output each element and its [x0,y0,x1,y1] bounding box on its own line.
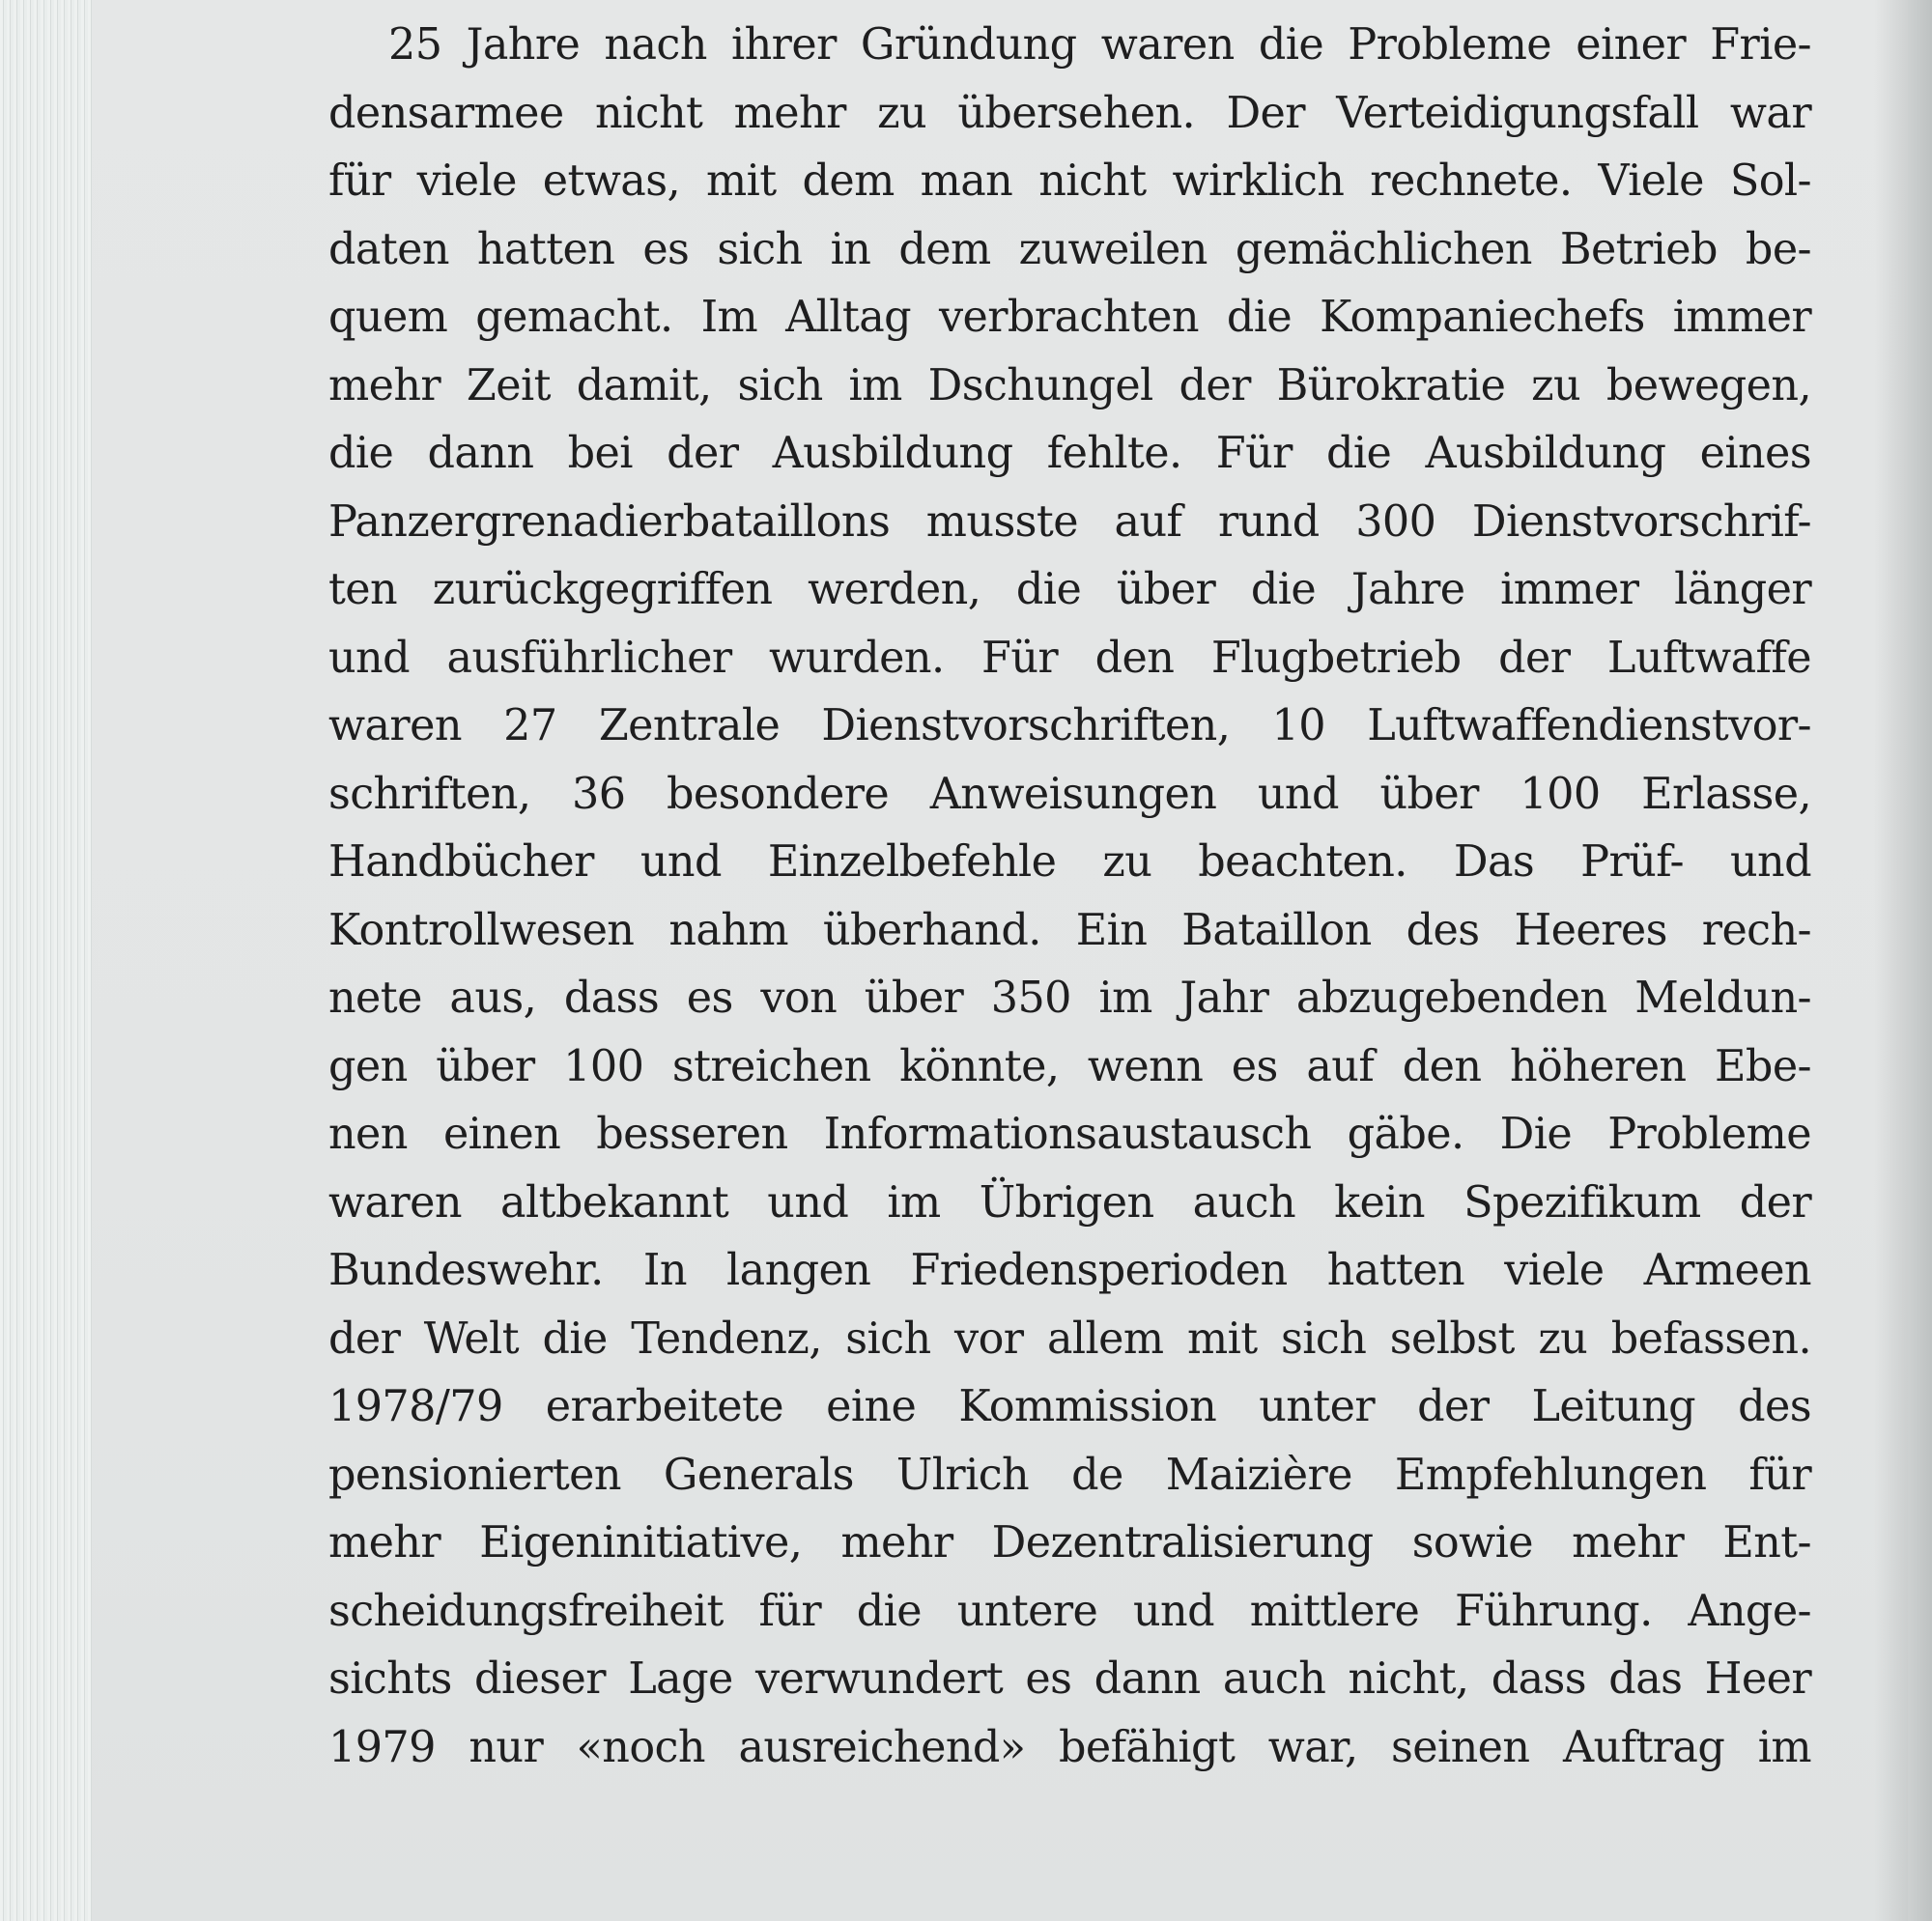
text-line: Panzergrenadierbataillons musste auf rund 300 Dienstvorschrif- [328,496,1811,547]
text-line: waren 27 Zentrale Dienstvorschriften, 10 Luftwaffendienstvor- [328,701,1811,750]
text-line: nen einen besseren Informationsaustausch gäbe. Die Probleme [328,1110,1811,1159]
text-line: für viele etwas, mit dem man nicht wirklich rechnete. Viele Sol- [328,156,1811,206]
text-line: mehr Zeit damit, sich im Dschungel der Bürokratie zu bewegen, [328,360,1811,410]
text-line: mehr Eigeninitiative, mehr Dezentralisierung sowie mehr Ent- [328,1518,1811,1568]
text-line: densarmee nicht mehr zu übersehen. Der Verteidigungsfall war [328,88,1811,138]
text-line: 1979 nur «noch ausreichend» befähigt war, seinen Auftrag im [328,1722,1811,1772]
text-line: die dann bei der Ausbildung fehlte. Für die Ausbildung eines [328,429,1811,478]
text-line: und ausführlicher wurden. Für den Flugbetrieb der Luftwaffe [328,633,1811,683]
text-line: ten zurückgegriffen werden, die über die Jahre immer länger [328,565,1811,614]
text-line: nete aus, dass es von über 350 im Jahr abzugebenden Meldun- [328,974,1811,1023]
text-line: gen über 100 streichen könnte, wenn es auf den höheren Ebe- [328,1041,1811,1091]
body-text [328,12,1811,1782]
text-line: scheidungsfreiheit für die untere und mittlere Führung. Ange- [328,1586,1811,1636]
text-line: quem gemacht. Im Alltag verbrachten die Kompaniechefs immer [328,293,1811,342]
text-line: pensionierten Generals Ulrich de Maizière Empfehlungen für [328,1450,1811,1500]
text-line: waren altbekannt und im Übrigen auch kein Spezifikum der [328,1177,1811,1228]
text-line: 1978/79 erarbeitete eine Kommission unter der Leitung des [328,1382,1811,1431]
text-line: der Welt die Tendenz, sich vor allem mit sich selbst zu befassen. [328,1314,1811,1364]
page-stack-edge [0,0,92,1921]
gutter-shadow [1874,0,1932,1921]
text-line: 25 Jahre nach ihrer Gründung waren die Probleme einer Frie- [388,20,1811,70]
text-line: daten hatten es sich in dem zuweilen gemächlichen Betrieb be- [328,224,1811,274]
text-line: schriften, 36 besondere Anweisungen und über 100 Erlasse, [328,769,1811,819]
text-line: Kontrollwesen nahm überhand. Ein Bataillon des Heeres rech- [328,905,1811,955]
text-line: Handbücher und Einzelbefehle zu beachten. Das Prüf- und [328,837,1811,887]
text-line: sichts dieser Lage verwundert es dann auch nicht, dass das Heer [328,1654,1811,1704]
text-line: Bundeswehr. In langen Friedensperioden hatten viele Armeen [328,1246,1811,1295]
